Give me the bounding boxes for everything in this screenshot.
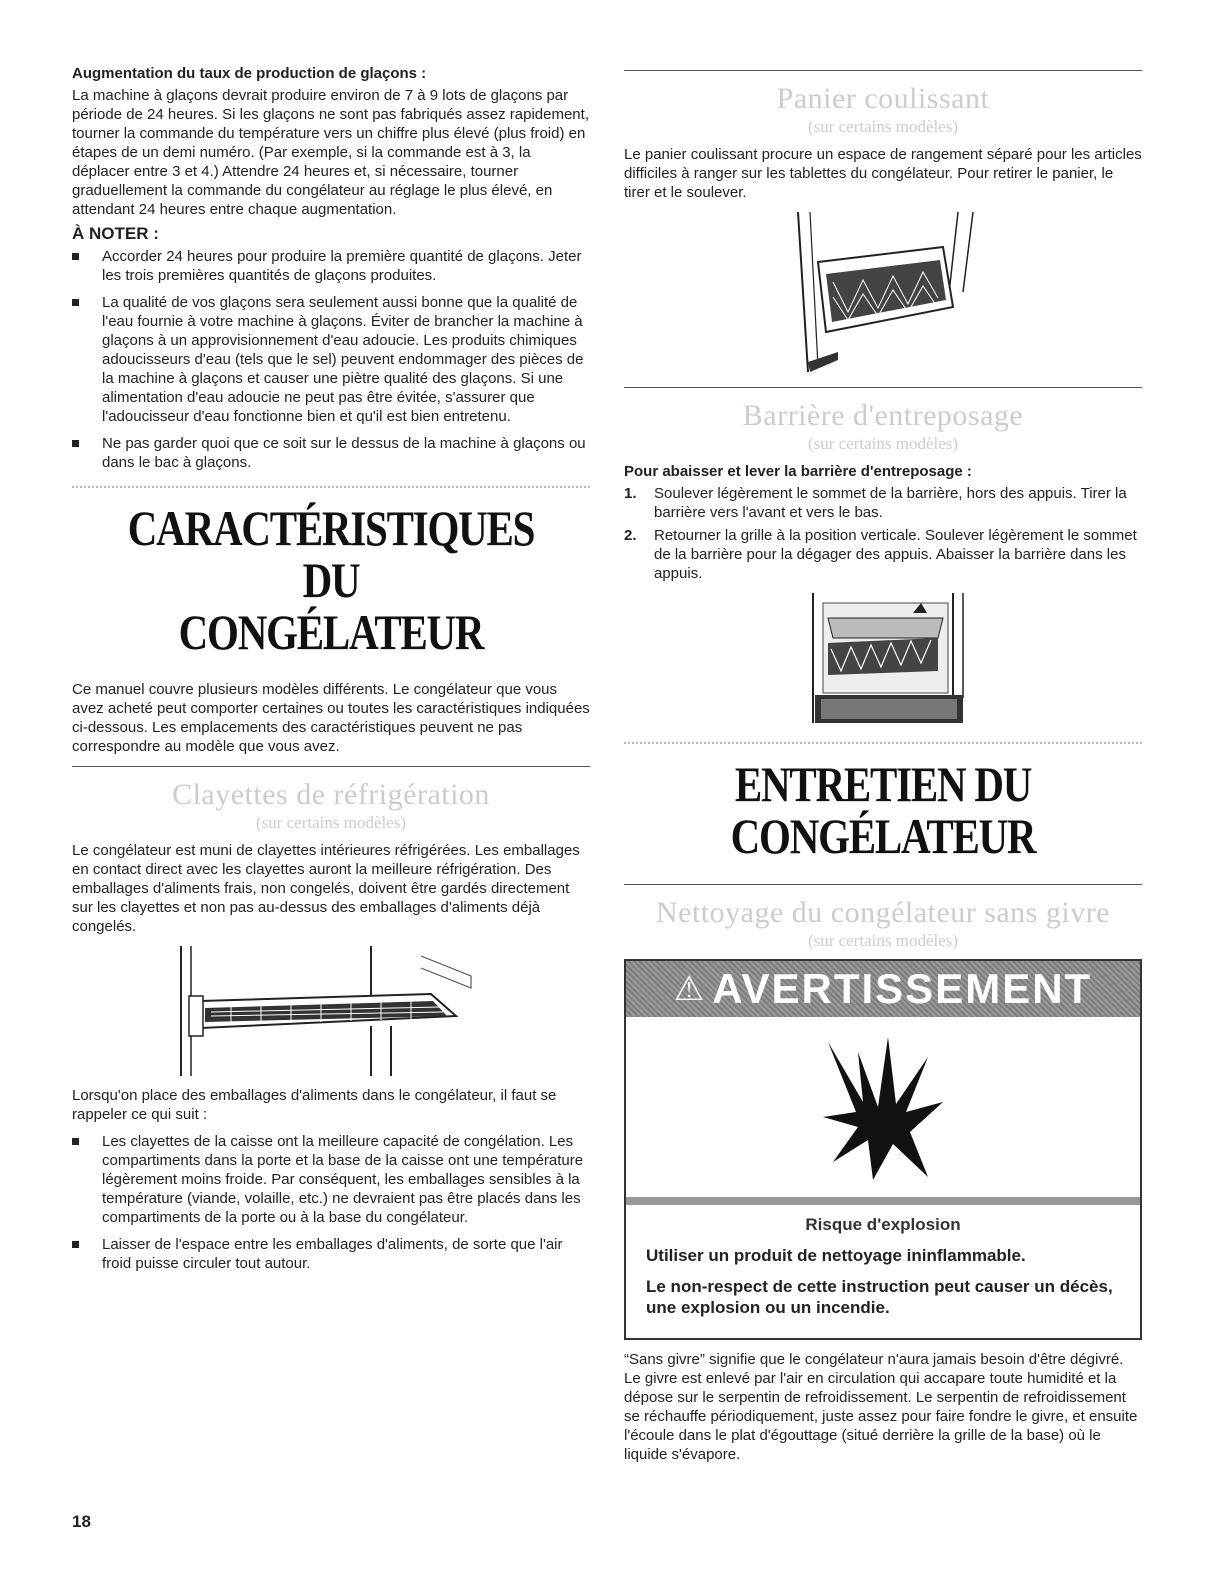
right-column [624,64,1142,1464]
cleaning-subtitle: (sur certains modèles) [807,931,959,950]
shelves-subtitle: (sur certains modèles) [255,813,407,832]
frost-free-paragraph: “Sans givre” signifie que le congélateur n'aura jamais besoin d'être dégivré. Le givre est enlevé par l'air en circulation qui accapare toute humidité et la dépose sur le serpentin de refroidissement. Le serpentin de refroidissement se réchauffe périodiquement, juste assez pour faire fondre le givre, et ensuite l'écoule dans le plat d'égouttage (situé derrière la grille de la base) où le liquide s'évapore. [624,1351,1138,1463]
basket-paragraph: Le panier coulissant procure un espace de rangement séparé pour les articles difficiles à ranger sur les tablettes du congélateur. Pour retirer le panier, le tirer et le soulever. [624,146,1142,201]
warning-consequence: Le non-respect de cette instruction peut causer un décès, une explosion ou un incendie. [646,1277,1113,1317]
placing-list [72,1132,590,1273]
note-list [72,247,590,472]
barrier-title: Barrière d'entreposage [742,399,1024,432]
step-number: 1. [624,485,637,502]
features-title [119,502,544,658]
care-title-line-1: ENTRETIEN DU [734,756,1032,812]
warning-header [626,961,1140,1017]
basket-subtitle: (sur certains modèles) [807,117,959,136]
divider [72,766,590,767]
explosion-icon [818,1032,948,1182]
list-item [624,484,1142,522]
divider [624,742,1142,744]
divider [624,884,1142,885]
shelves-paragraph: Le congélateur est muni de clayettes intérieures réfrigérées. Les emballages en contact direct avec les clayettes auront la meilleure réfrigération. Des emballages d'aliments frais, non congelés, doivent être gardés directement sur les clayettes et non pas au-dessus des emballages d'aliments déjà congelés. [72,842,580,935]
shelves-title: Clayettes de réfrigération [172,778,490,811]
features-intro: Ce manuel couvre plusieurs modèles différents. Le congélateur que vous avez acheté peut comporter certaines ou toutes les caractéristiques indiquées ci-dessous. Les emplacements des caractéristiques peuvent ne pas correspondre au modèle que vous avez. [72,681,590,755]
shelf-illustration [171,946,491,1076]
list-item: Ne pas garder quoi que ce soit sur le dessus de la machine à glaçons ou dans le bac à glaçons. [72,434,590,472]
list-item: Accorder 24 heures pour produire la première quantité de glaçons. Jeter les trois premières quantités de glaçons produites. [72,247,590,285]
care-title [671,758,1096,862]
step-text: Retourner la grille à la position verticale. Soulever légèrement le sommet de la barrière pour la dégager des appuis. Abaisser la barrière dans les appuis. [654,527,1137,582]
page-number: 18 [72,1512,91,1531]
basket-illustration [778,212,988,377]
ice-production-paragraph: La machine à glaçons devrait produire environ de 7 à 9 lots de glaçons par période de 24 heures. Si les glaçons ne sont pas fabriqués assez rapidement, tourner la commande du température vers un chiffre plus élevé (plus froid) en étapes de un demi numéro. (Par exemple, si la commande est à 3, la déplacer entre 3 et 4.) Attendre 24 heures et, si nécessaire, tourner graduellement la commande du congélateur au réglage le plus élevé, en attendant 24 heures entre chaque augmentation. [72,87,589,218]
divider [624,387,1142,388]
barrier-steps [624,484,1142,583]
divider [624,70,1142,71]
care-title-line-2: CONGÉLATEUR [730,808,1036,864]
list-item: Les clayettes de la caisse ont la meilleure capacité de congélation. Les compartiments dans la porte et la base de la caisse ont une température légèrement moins froide. Par conséquent, les emballages sensibles à la température (viande, volaille, etc.) ne devraient pas être placés dans les compartiments de la porte ou à la base du congélateur. [72,1132,590,1227]
features-title-line-1: CARACTÉRISTIQUES DU [127,500,535,608]
explosion-icon-panel [626,1017,1140,1205]
basket-title: Panier coulissant [776,82,990,115]
warning-box [624,959,1142,1340]
step-number: 2. [624,527,637,544]
list-item: La qualité de vos glaçons sera seulement aussi bonne que la qualité de l'eau fournie à votre machine à glaçons. Éviter de brancher la machine à glaçons à un approvisionnement d'eau adoucie. Les produits chimiques adoucisseurs d'eau (tels que le sel) peuvent endommager des pièces de la machine à glaçons et causer une piètre qualité des glaçons. Si une alimentation d'eau adoucie ne peut pas être évitée, s'assurer que l'adoucisseur d'eau fonctionne bien et qu'il est bien entretenu. [72,293,590,426]
ice-production-heading: Augmentation du taux de production de glaçons : [72,65,427,82]
barrier-illustration [793,593,973,728]
list-item [624,526,1142,583]
warning-risk: Risque d'explosion [805,1215,961,1234]
warning-instruction: Utiliser un produit de nettoyage ininflammable. [646,1246,1026,1265]
features-title-line-2: CONGÉLATEUR [178,604,484,660]
barrier-subtitle: (sur certains modèles) [807,434,959,453]
step-text: Soulever légèrement le sommet de la barrière, hors des appuis. Tirer la barrière vers l'avant et vers le bas. [654,485,1127,521]
left-column [72,64,590,1281]
barrier-heading: Pour abaisser et lever la barrière d'entreposage : [624,463,972,480]
warning-triangle-icon: ⚠ [673,970,707,1008]
placing-paragraph: Lorsqu'on place des emballages d'aliments dans le congélateur, il faut se rappeler ce qui suit : [72,1087,557,1123]
note-heading: À NOTER : [72,224,159,243]
list-item: Laisser de l'espace entre les emballages d'aliments, de sorte que l'air froid puisse circuler tout autour. [72,1235,590,1273]
cleaning-title: Nettoyage du congélateur sans givre [655,896,1110,929]
warning-text [626,1205,1140,1338]
divider [72,486,590,488]
warning-label: AVERTISSEMENT [712,965,1093,1012]
